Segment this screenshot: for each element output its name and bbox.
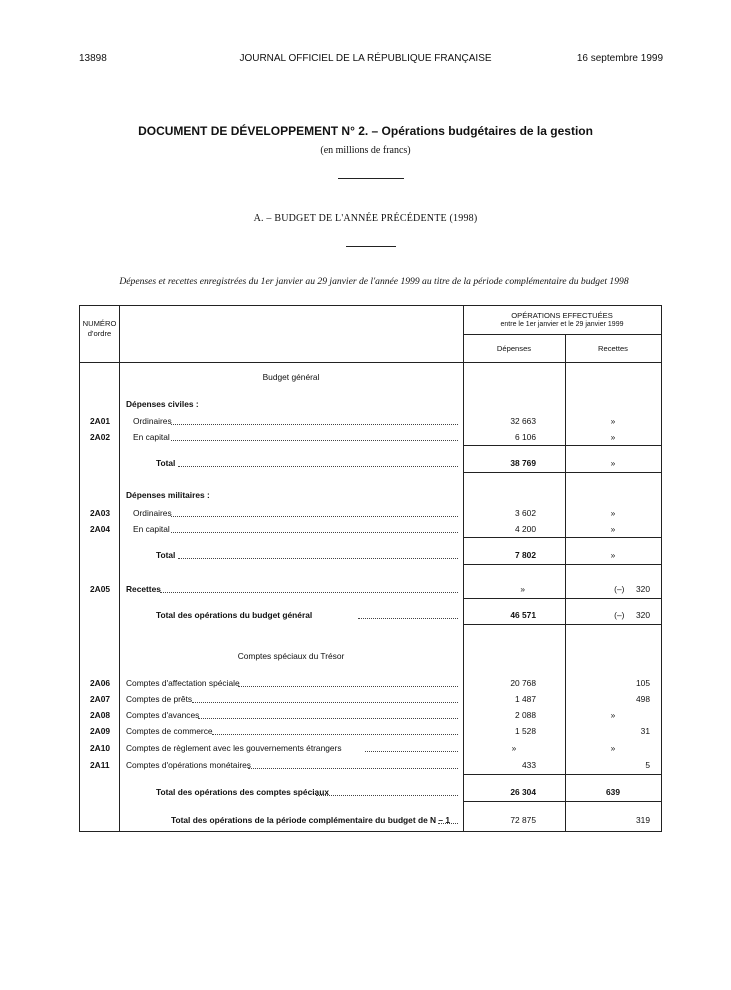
budget-general-heading: Budget général [262,372,320,382]
row-depenses: 2 088 [515,710,536,720]
row-depenses: » [520,584,525,594]
row-recettes: 5 [645,760,650,770]
section-heading: A. – BUDGET DE L'ANNÉE PRÉCÉDENTE (1998) [253,213,478,224]
col-divider [119,306,120,831]
row-code: 2A03 [90,508,111,518]
leader-dots [178,466,458,467]
leader-dots [178,558,458,559]
row-label: Comptes d'avances [126,710,200,720]
comptes-speciaux-heading: Comptes spéciaux du Trésor [237,651,345,661]
document-title: DOCUMENT DE DÉVELOPPEMENT N° 2. – Opérations budgétaires de la gestion [138,124,593,138]
total-recettes: » [610,550,616,560]
row-label: Ordinaires [133,508,172,518]
row-depenses: 433 [522,760,536,770]
leader-dots [192,702,458,703]
operations-table [79,305,662,832]
row-recettes: 31 [640,726,650,736]
row-recettes: » [610,743,616,753]
row-recettes: » [610,710,616,720]
total-recettes: » [610,458,616,468]
row-depenses: 32 663 [510,416,536,426]
row-label: Comptes d'affectation spéciale [126,678,240,688]
row-label: Comptes de règlement avec les gouvernements étrangers [126,743,342,753]
leader-dots [238,686,458,687]
grand-total-recettes: 319 [636,815,650,825]
row-depenses: 4 200 [515,524,536,534]
col-numero-header: NUMÉRO d'ordre [82,319,117,338]
depenses-militaires-heading: Dépenses militaires : [126,490,210,500]
total-recettes: (–) 320 [614,610,650,620]
divider [338,178,404,179]
total-rule [463,537,661,538]
row-code: 2A02 [90,432,111,442]
total-rule [463,472,661,473]
total-depenses: 26 304 [510,787,536,797]
row-code: 2A01 [90,416,111,426]
leader-dots [358,618,458,619]
grand-total-depenses: 72 875 [510,815,536,825]
leader-dots [212,734,458,735]
row-depenses: 1 487 [515,694,536,704]
total-label: Total [156,458,176,468]
divider [346,246,396,247]
journal-title: JOURNAL OFFICIEL DE LA RÉPUBLIQUE FRANÇAISE [239,53,492,64]
col-operations-header: OPÉRATIONS EFFECTUÉES [511,311,613,320]
issue-date: 16 septembre 1999 [576,53,663,64]
row-code: 2A10 [90,743,111,753]
row-code: 2A09 [90,726,111,736]
leader-dots [160,592,458,593]
col-recettes-header: Recettes [598,344,628,353]
row-depenses: » [511,743,517,753]
row-recettes: 105 [636,678,650,688]
row-label: En capital [133,524,170,534]
row-depenses: 6 106 [515,432,536,442]
row-recettes: » [610,432,616,442]
leader-dots [316,795,458,796]
leader-dots [365,751,458,752]
row-recettes: (–) 320 [614,584,650,594]
row-label: Comptes de prêts [126,694,193,704]
depenses-civiles-heading: Dépenses civiles : [126,399,199,409]
row-label: Comptes de commerce [126,726,213,736]
row-label: Recettes [126,584,161,594]
row-code: 2A07 [90,694,111,704]
total-label: Total des opérations du budget général [156,610,313,620]
row-code: 2A06 [90,678,111,688]
total-rule [463,801,661,802]
total-depenses: 46 571 [510,610,536,620]
col-depenses-header: Dépenses [496,344,532,353]
total-rule [463,624,661,625]
leader-dots [171,516,458,517]
total-rule [463,598,661,599]
total-rule [463,564,661,565]
row-recettes: 498 [636,694,650,704]
leader-dots [198,718,458,719]
total-depenses: 38 769 [510,458,536,468]
row-depenses: 1 528 [515,726,536,736]
row-depenses: 3 602 [515,508,536,518]
leader-dots [171,440,458,441]
table-caption: Dépenses et recettes enregistrées du 1er janvier au 29 janvier de l'année 1999 au titre de la période complémentaire du budget 1998 [119,276,629,287]
header-rule [463,334,661,335]
row-code: 2A11 [90,760,110,770]
row-code: 2A05 [90,584,111,594]
total-recettes: 639 [606,787,620,797]
row-depenses: 20 768 [510,678,536,688]
row-label: Comptes d'opérations monétaires [126,760,251,770]
total-rule [463,445,661,446]
header-rule [80,362,661,363]
row-recettes: » [610,416,616,426]
page-number: 13898 [79,53,107,64]
row-code: 2A04 [90,524,111,534]
row-label: En capital [133,432,170,442]
col-period-header: entre le 1er janvier et le 29 janvier 1999 [500,321,624,328]
col-divider [565,334,566,831]
total-label: Total [156,550,176,560]
total-rule [463,774,661,775]
unit-subtitle: (en millions de francs) [320,145,411,156]
row-recettes: » [610,524,616,534]
total-depenses: 7 802 [515,550,536,560]
leader-dots [438,823,458,824]
leader-dots [171,424,458,425]
leader-dots [171,532,458,533]
row-label: Ordinaires [133,416,172,426]
leader-dots [248,768,458,769]
grand-total-label: Total des opérations de la période complémentaire du budget de N – 1 [171,815,451,825]
row-code: 2A08 [90,710,111,720]
total-label: Total des opérations des comptes spéciaux [156,787,329,797]
row-recettes: » [610,508,616,518]
